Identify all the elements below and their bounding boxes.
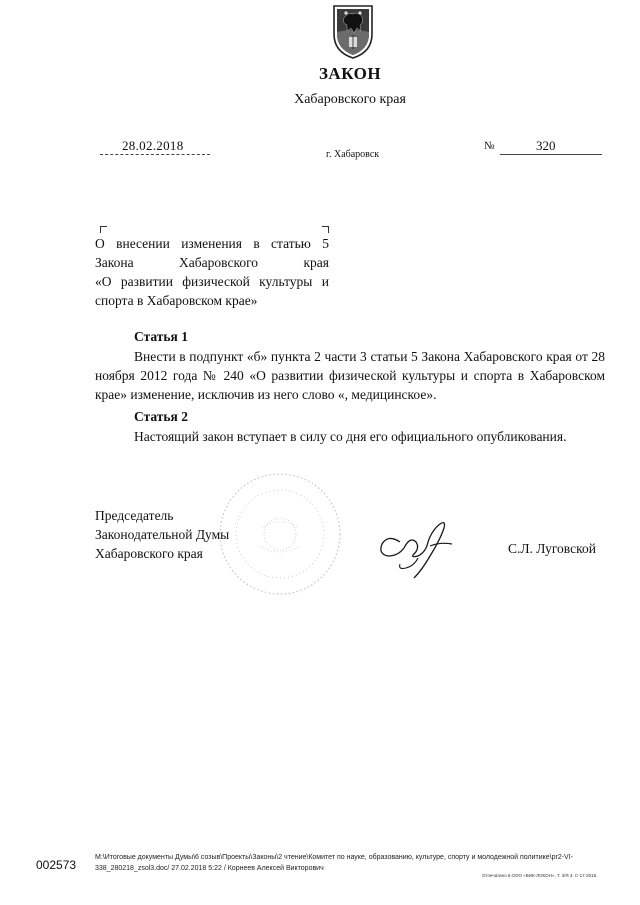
subject-line: спорта в Хабаровском крае» — [95, 293, 258, 308]
subject-bracket-left — [100, 226, 107, 233]
document-date: 28.02.2018 — [122, 138, 184, 153]
file-path-footer: М:\Итоговые документы Думы\6 созыв\Проекты\Законы\2 чтение\Комитет по науке, образованию, культуре, спорту и молодежной политике\pr2-VI-338_280218_zsol3.doc/ 27.02.2018 5:22 / Корнеев Алексей Викторович — [95, 854, 574, 872]
signature-icon — [370, 512, 462, 584]
article-1-body: Внести в подпункт «б» пункта 2 части 3 статьи 5 Закона Хабаровского края от 28 ноября 2012 года № 240 «О развитии физической культуры и спорта в Хабаровском крае» изменение, исключив из него слово «, медицинское». — [95, 349, 605, 402]
signer-name: С.Л. Луговской — [508, 541, 596, 556]
signatory-title-line: Законодательной Думы — [95, 527, 230, 542]
coat-of-arms-icon — [330, 4, 376, 60]
article-2-body: Настоящий закон вступает в силу со дня его официального опубликования. — [134, 429, 567, 444]
subject-line: Закона Хабаровского края — [95, 255, 329, 270]
number-field — [500, 138, 602, 155]
article-1-heading: Статья 1 — [134, 329, 188, 344]
print-note: Отпечатано в ООО «ВИК-ЛОКОН», Т. 3/Я 3. С-17-2018. — [482, 873, 598, 878]
seal-icon — [216, 470, 344, 598]
subject-line: «О развитии физической культуры и — [95, 274, 329, 289]
document-number: 320 — [536, 138, 556, 153]
number-sign: № — [484, 140, 495, 152]
subject-bracket-right — [322, 226, 329, 233]
article-2-heading: Статья 2 — [134, 409, 188, 424]
document-subtitle: Хабаровского края — [294, 92, 406, 107]
registration-number: 002573 — [36, 858, 77, 872]
signatory-title-line: Председатель — [95, 508, 174, 523]
document-title: ЗАКОН — [318, 64, 382, 83]
law-subject — [95, 234, 329, 310]
date-field — [100, 138, 210, 155]
document-city: г. Хабаровск — [326, 149, 380, 160]
signatory-title-line: Хабаровского края — [95, 546, 203, 561]
subject-line: О внесении изменения в статью 5 — [95, 236, 329, 251]
signatory-title — [95, 506, 229, 563]
